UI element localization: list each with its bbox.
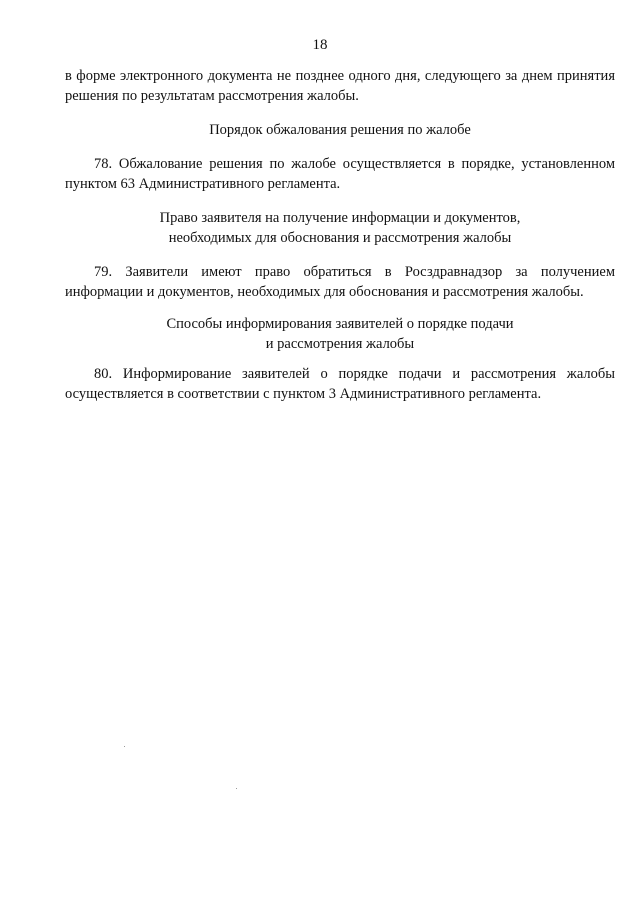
paragraph-78: 78. Обжалование решения по жалобе осуществляется в порядке, установленном пунктом 63 Административного регламента. bbox=[65, 156, 615, 192]
heading-appeal-procedure: Порядок обжалования решения по жалобе bbox=[209, 122, 471, 138]
heading-informing-methods bbox=[65, 314, 615, 354]
heading-applicant-rights bbox=[65, 208, 615, 248]
scan-speck bbox=[124, 746, 125, 747]
paragraph-intro-continuation: в форме электронного документа не позднее одного дня, следующего за днем принятия решения по результатам рассмотрения жалобы. bbox=[65, 68, 615, 104]
page-number: 18 bbox=[312, 37, 328, 53]
heading-applicant-rights-line-1: Право заявителя на получение информации и документов, bbox=[159, 210, 521, 226]
heading-applicant-rights-line-2: необходимых для обоснования и рассмотрения жалобы bbox=[168, 230, 512, 246]
paragraph-80: 80. Информирование заявителей о порядке подачи и рассмотрения жалобы осуществляется в соответствии с пунктом 3 Административного регламента. bbox=[65, 366, 615, 402]
scan-speck bbox=[236, 788, 237, 789]
paragraph-79: 79. Заявители имеют право обратиться в Росздравнадзор за получением информации и документов, необходимых для обоснования и рассмотрения жалобы. bbox=[65, 264, 615, 300]
heading-informing-methods-line-2: и рассмотрения жалобы bbox=[265, 336, 415, 352]
heading-informing-methods-line-1: Способы информирования заявителей о порядке подачи bbox=[166, 316, 514, 332]
